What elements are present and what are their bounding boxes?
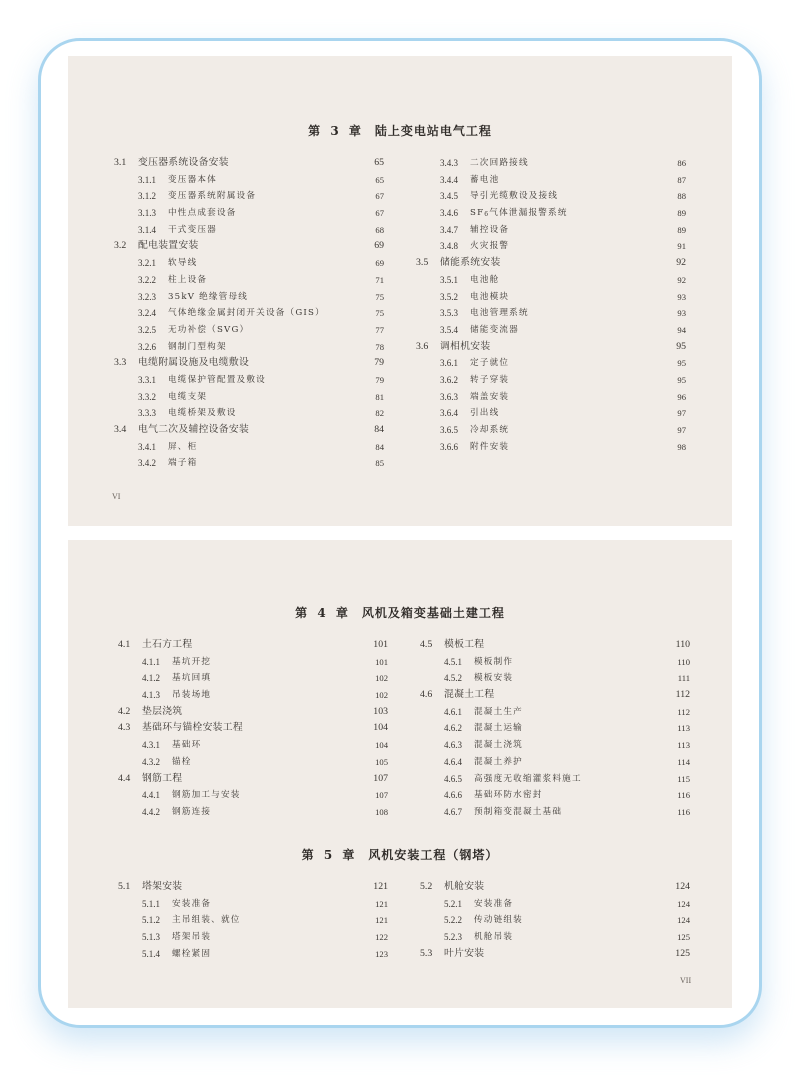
entry-number: 5.3 [420,947,433,959]
entry-number: 3.5.3 [440,308,458,319]
toc-subsection-entry[interactable] [420,896,690,913]
entry-number: 3.3.2 [138,391,156,402]
entry-page-number: 88 [677,191,686,202]
entry-title: 基础环 [172,740,202,751]
entry-title: 钢制门型构架 [168,341,227,352]
entry-page-number: 84 [375,441,384,452]
entry-title: 电气二次及辅控设备安装 [138,424,250,435]
entry-title: 引出线 [470,408,500,419]
entry-number: 5.2.3 [444,932,462,943]
entry-title: 钢筋连接 [172,806,212,817]
toc-subsection-entry[interactable] [420,771,690,788]
entry-number: 4.4.2 [142,806,160,817]
entry-page-number: 121 [373,881,388,892]
toc-subsection-entry[interactable] [114,339,384,356]
entry-page-number: 69 [374,240,384,252]
toc-section-entry[interactable] [420,879,690,896]
entry-title: 储能变流器 [470,324,519,335]
toc-subsection-entry[interactable] [118,946,388,963]
toc-subsection-entry[interactable] [114,172,384,189]
toc-subsection-entry[interactable] [114,455,384,472]
toc-column-right [416,155,686,455]
chapter-5-title: 第 5 章 风机安装工程（钢塔） [301,848,499,862]
entry-title: 电池模块 [470,291,510,302]
toc-subsection-entry[interactable] [118,654,388,671]
entry-number: 4.5 [420,639,433,650]
entry-page-number: 107 [375,790,388,801]
entry-page-number: 67 [375,191,384,202]
entry-page-number: 104 [375,740,388,751]
toc-section-entry[interactable] [420,946,690,963]
entry-number: 3.4.8 [440,241,458,252]
entry-title: 变压器系统附属设备 [168,191,257,202]
entry-title: 混凝土工程 [444,689,495,701]
entry-title: 基础环与锚栓安装工程 [142,722,243,734]
entry-page-number: 110 [675,639,690,650]
entry-page-number: 95 [677,358,686,369]
entry-number: 3.6.3 [440,391,458,402]
entry-number: 3.2.2 [138,274,156,285]
toc-subsection-entry[interactable] [420,704,690,721]
entry-title: 安装准备 [172,898,212,909]
toc-subsection-entry[interactable] [114,255,384,272]
entry-page-number: 67 [375,208,384,219]
entry-title: 塔架安装 [142,881,183,892]
toc-subsection-entry[interactable] [416,439,686,456]
entry-page-number: 98 [677,441,686,452]
entry-page-number: 79 [375,374,384,385]
entry-number: 4.4 [118,772,131,784]
toc-subsection-entry[interactable] [420,754,690,771]
toc-subsection-entry[interactable] [420,720,690,737]
entry-page-number: 92 [676,257,686,269]
entry-number: 5.2 [420,881,433,892]
entry-title: 锚栓 [172,756,192,767]
entry-title: 转子穿装 [470,374,510,385]
entry-page-number: 121 [375,898,388,909]
toc-subsection-entry[interactable] [416,188,686,205]
entry-title: 35kV 绝缘管母线 [168,291,249,302]
entry-title: 干式变压器 [168,224,217,235]
toc-subsection-entry[interactable] [416,205,686,222]
entry-page-number: 85 [375,458,384,469]
toc-section-entry[interactable] [118,704,388,721]
chapter-4-title: 第 4 章 风机及箱变基础土建工程 [295,606,505,620]
entry-title: 气体绝缘金属封闭开关设备（GIS） [168,308,325,319]
entry-number: 4.1.2 [142,673,160,684]
toc-subsection-entry[interactable] [420,787,690,804]
entry-title: 螺栓紧固 [172,948,212,959]
entry-title: 端盖安装 [470,391,510,402]
toc-subsection-entry[interactable] [416,172,686,189]
entry-number: 5.2.1 [444,898,462,909]
entry-title: 基坑回填 [172,673,212,684]
entry-number: 3.4.3 [440,158,458,168]
entry-page-number: 121 [375,915,388,926]
entry-page-number: 97 [677,425,686,435]
entry-page-number: 93 [677,308,686,319]
entry-title: 电缆附属设施及电缆敷设 [138,357,250,369]
entry-title-part: SF [470,208,485,219]
entry-title: 混凝土生产 [474,706,523,717]
toc-subsection-entry[interactable] [114,305,384,322]
entry-page-number: 124 [677,915,690,926]
entry-number: 3.2.4 [138,308,156,319]
entry-number: 5.1.4 [142,948,160,959]
entry-page-number: 102 [375,690,388,701]
toc-section-entry[interactable] [118,720,388,737]
entry-page-number: 125 [675,947,690,959]
entry-number: 3.4.5 [440,191,458,202]
toc-subsection-entry[interactable] [118,787,388,804]
entry-page-number: 115 [677,773,690,784]
entry-number: 5.1.3 [142,932,160,943]
toc-section-entry[interactable] [114,155,384,172]
entry-page-number: 71 [375,274,384,285]
entry-title: 无功补偿（SVG） [168,324,250,335]
entry-page-number: 89 [677,224,686,235]
entry-number: 4.1 [118,639,131,650]
entry-number: 3.5.4 [440,324,458,335]
toc-subsection-entry[interactable] [114,405,384,422]
entry-page-number: 104 [373,722,388,734]
entry-title: 电缆支架 [168,391,208,402]
entry-title: 机舱吊装 [474,932,514,943]
entry-title: 基础环防水密封 [474,790,543,801]
toc-page-vii [68,540,732,1008]
entry-title-part: 气体泄漏报警系统 [489,208,568,219]
entry-title: 电池舱 [470,274,500,285]
toc-column-right [420,879,690,962]
entry-title: 土石方工程 [142,639,193,650]
entry-page-number: 65 [375,174,384,185]
toc-subsection-entry[interactable] [416,372,686,389]
entry-number: 3.2.1 [138,258,156,269]
entry-page-number: 95 [676,340,686,352]
entry-number: 3.3 [114,357,127,369]
entry-number: 4.6.4 [444,756,462,767]
entry-title: 混凝土养护 [474,756,523,767]
entry-number: 3.4 [114,424,127,435]
entry-title: 钢筋工程 [142,772,183,784]
entry-title: 定子就位 [470,358,510,369]
entry-title: 软导线 [168,258,198,269]
entry-number: 3.5.2 [440,291,458,302]
entry-number: 4.5.1 [444,656,462,667]
entry-number: 3.6 [416,340,429,352]
entry-page-number: 107 [373,772,388,784]
toc-subsection-entry[interactable] [118,896,388,913]
toc-subsection-entry[interactable] [114,372,384,389]
entry-number: 3.5 [416,257,429,269]
toc-column-left [118,879,388,962]
entry-title: 电缆桥架及敷设 [168,408,237,419]
entry-title: 端子箱 [168,458,198,469]
toc-subsection-entry[interactable] [416,405,686,422]
entry-number: 4.2 [118,705,131,717]
toc-section-entry[interactable] [114,355,384,372]
entry-number: 4.6.6 [444,790,462,801]
entry-page-number: 123 [375,948,388,959]
entry-title: 高强度无收缩灌浆料施工 [474,773,582,784]
chapter-3-title: 第 3 章 陆上变电站电气工程 [308,124,492,138]
toc-subsection-entry[interactable] [114,222,384,239]
entry-title: 蓄电池 [470,174,500,185]
entry-number: 3.1 [114,157,127,168]
toc-subsection-entry[interactable] [416,389,686,406]
page-folio: VII [680,976,692,985]
entry-title: 辅控设备 [470,224,510,235]
entry-number: 3.1.4 [138,224,156,235]
toc-subsection-entry[interactable] [420,804,690,821]
entry-page-number: 102 [375,673,388,684]
entry-number: 3.1.2 [138,191,156,202]
toc-subsection-entry[interactable] [416,272,686,289]
entry-page-number: 65 [374,157,384,168]
entry-page-number: 112 [677,706,690,717]
entry-page-number: 113 [677,740,690,751]
entry-number: 3.2.3 [138,291,156,302]
entry-number: 3.3.3 [138,408,156,419]
toc-section-entry[interactable] [416,339,686,356]
toc-subsection-entry[interactable] [416,155,686,172]
entry-number: 4.3.2 [142,756,160,767]
toc-section-entry[interactable] [114,422,384,439]
toc-column-left [114,155,384,472]
entry-title: 钢筋加工与安装 [172,790,241,801]
entry-number: 4.6.3 [444,740,462,751]
toc-subsection-entry[interactable] [114,439,384,456]
toc-subsection-entry[interactable] [118,737,388,754]
entry-page-number: 101 [375,656,388,667]
page-folio: VI [112,492,121,501]
entry-page-number: 95 [677,374,686,385]
entry-number: 4.6.7 [444,806,462,817]
toc-subsection-entry[interactable] [416,238,686,255]
entry-title: 变压器本体 [168,174,217,185]
toc-subsection-entry[interactable] [118,929,388,946]
toc-subsection-entry[interactable] [114,205,384,222]
entry-page-number: 96 [677,391,686,402]
toc-subsection-entry[interactable] [118,804,388,821]
entry-number: 4.6.1 [444,706,462,717]
toc-subsection-entry[interactable] [416,422,686,439]
toc-subsection-entry[interactable] [420,912,690,929]
entry-number: 3.1.1 [138,174,156,185]
entry-number: 3.4.7 [440,224,458,235]
entry-number: 3.2 [114,240,127,252]
entry-number: 5.1.2 [142,915,160,926]
entry-title: 叶片安装 [444,947,485,959]
entry-title: 模板工程 [444,639,485,650]
entry-page-number: 81 [375,391,384,402]
entry-number: 4.4.1 [142,790,160,801]
entry-page-number: 125 [677,932,690,943]
toc-subsection-entry[interactable] [114,289,384,306]
entry-title: 吊装场地 [172,690,212,701]
entry-number: 4.3.1 [142,740,160,751]
toc-subsection-entry[interactable] [416,322,686,339]
entry-title: 塔架吊装 [172,932,212,943]
toc-column-right [420,637,690,821]
entry-page-number: 124 [677,898,690,909]
entry-number: 3.6.2 [440,374,458,385]
toc-page-vi [68,56,732,526]
toc-section-entry[interactable] [114,238,384,255]
toc-section-entry[interactable] [416,255,686,272]
entry-page-number: 110 [677,656,690,667]
toc-subsection-entry[interactable] [416,305,686,322]
entry-number: 3.2.6 [138,341,156,352]
toc-subsection-entry[interactable] [114,389,384,406]
entry-title: 混凝土浇筑 [474,740,523,751]
entry-page-number: 116 [677,806,690,817]
entry-title: 主吊组装、就位 [172,915,241,926]
entry-title: 机舱安装 [444,881,485,892]
entry-number: 4.3 [118,722,131,734]
entry-title: 传动链组装 [474,915,523,926]
toc-section-entry[interactable] [118,879,388,896]
entry-page-number: 84 [374,424,384,435]
toc-subsection-entry[interactable] [118,687,388,704]
entry-title: 火灾报警 [470,241,510,252]
entry-number: 4.6.2 [444,723,462,734]
entry-page-number: 77 [375,324,384,335]
entry-page-number: 78 [375,341,384,352]
entry-page-number: 122 [375,932,388,943]
entry-number: 3.4.6 [440,208,458,219]
entry-title: 基坑开挖 [172,656,212,667]
entry-number: 3.6.5 [440,425,458,435]
entry-page-number: 103 [373,705,388,717]
entry-title: 配电装置安装 [138,240,199,252]
entry-page-number: 68 [375,224,384,235]
toc-subsection-entry[interactable] [118,754,388,771]
entry-page-number: 87 [677,174,686,185]
entry-number: 3.5.1 [440,274,458,285]
toc-section-entry[interactable] [420,687,690,704]
entry-page-number: 79 [374,357,384,369]
entry-title: 电池管理系统 [470,308,529,319]
entry-title: 垫层浇筑 [142,705,183,717]
entry-title: 电缆保护管配置及敷设 [168,374,266,385]
entry-page-number: 86 [677,158,686,168]
toc-section-entry[interactable] [420,637,690,654]
entry-number: 3.6.1 [440,358,458,369]
toc-section-entry[interactable] [118,771,388,788]
toc-subsection-entry[interactable] [114,272,384,289]
toc-subsection-entry[interactable] [416,289,686,306]
entry-number: 3.4.1 [138,441,156,452]
entry-number: 4.6.5 [444,773,462,784]
entry-number: 5.1 [118,881,131,892]
toc-section-entry[interactable] [118,637,388,654]
entry-page-number: 105 [375,756,388,767]
entry-page-number: 75 [375,291,384,302]
entry-number: 4.1.1 [142,656,160,667]
entry-page-number: 93 [677,291,686,302]
entry-page-number: 124 [675,881,690,892]
entry-title: 中性点成套设备 [168,208,237,219]
entry-number: 3.4.4 [440,174,458,185]
entry-title: 安装准备 [474,898,514,909]
entry-page-number: 92 [677,274,686,285]
entry-title: 柱上设备 [168,274,208,285]
entry-title: 附件安装 [470,441,510,452]
entry-number: 3.6.4 [440,408,458,419]
entry-number: 3.6.6 [440,441,458,452]
entry-title: 变压器系统设备安装 [138,157,229,168]
entry-page-number: 97 [677,408,686,419]
toc-subsection-entry[interactable] [114,188,384,205]
entry-title: 混凝土运输 [474,723,523,734]
entry-page-number: 69 [375,258,384,269]
entry-page-number: 101 [373,639,388,650]
toc-subsection-entry[interactable] [420,737,690,754]
toc-subsection-entry[interactable] [420,654,690,671]
entry-title: 模板安装 [474,673,514,684]
entry-title: 二次回路接线 [470,158,529,168]
entry-number: 3.3.1 [138,374,156,385]
entry-page-number: 114 [677,756,690,767]
entry-title-subscript: 6 [484,211,490,219]
entry-number: 5.2.2 [444,915,462,926]
toc-subsection-entry[interactable] [118,670,388,687]
toc-subsection-entry[interactable] [118,912,388,929]
entry-title: 屏、柜 [168,441,198,452]
entry-title: 储能系统安装 [440,257,501,269]
entry-page-number: 116 [677,790,690,801]
entry-title: 模板制作 [474,656,514,667]
toc-column-left [118,637,388,821]
entry-page-number: 75 [375,308,384,319]
toc-subsection-entry[interactable] [416,355,686,372]
toc-subsection-entry[interactable] [114,322,384,339]
entry-number: 4.1.3 [142,690,160,701]
toc-subsection-entry[interactable] [416,222,686,239]
entry-title: 预制箱变混凝土基础 [474,806,563,817]
entry-number: 5.1.1 [142,898,160,909]
entry-title: 导引光缆敷设及接线 [470,191,559,202]
entry-number: 4.6 [420,689,433,701]
entry-number: 4.5.2 [444,673,462,684]
entry-page-number: 113 [677,723,690,734]
entry-page-number: 111 [677,673,690,684]
entry-title: 冷却系统 [470,425,510,435]
toc-subsection-entry[interactable] [420,929,690,946]
entry-number: 3.2.5 [138,324,156,335]
entry-number: 3.4.2 [138,458,156,469]
entry-page-number: 89 [677,208,686,219]
entry-page-number: 112 [675,689,690,701]
entry-page-number: 108 [375,806,388,817]
entry-page-number: 94 [677,324,686,335]
entry-title: 调相机安装 [440,340,491,352]
entry-number: 3.1.3 [138,208,156,219]
entry-page-number: 82 [375,408,384,419]
entry-page-number: 91 [677,241,686,252]
toc-subsection-entry[interactable] [420,670,690,687]
